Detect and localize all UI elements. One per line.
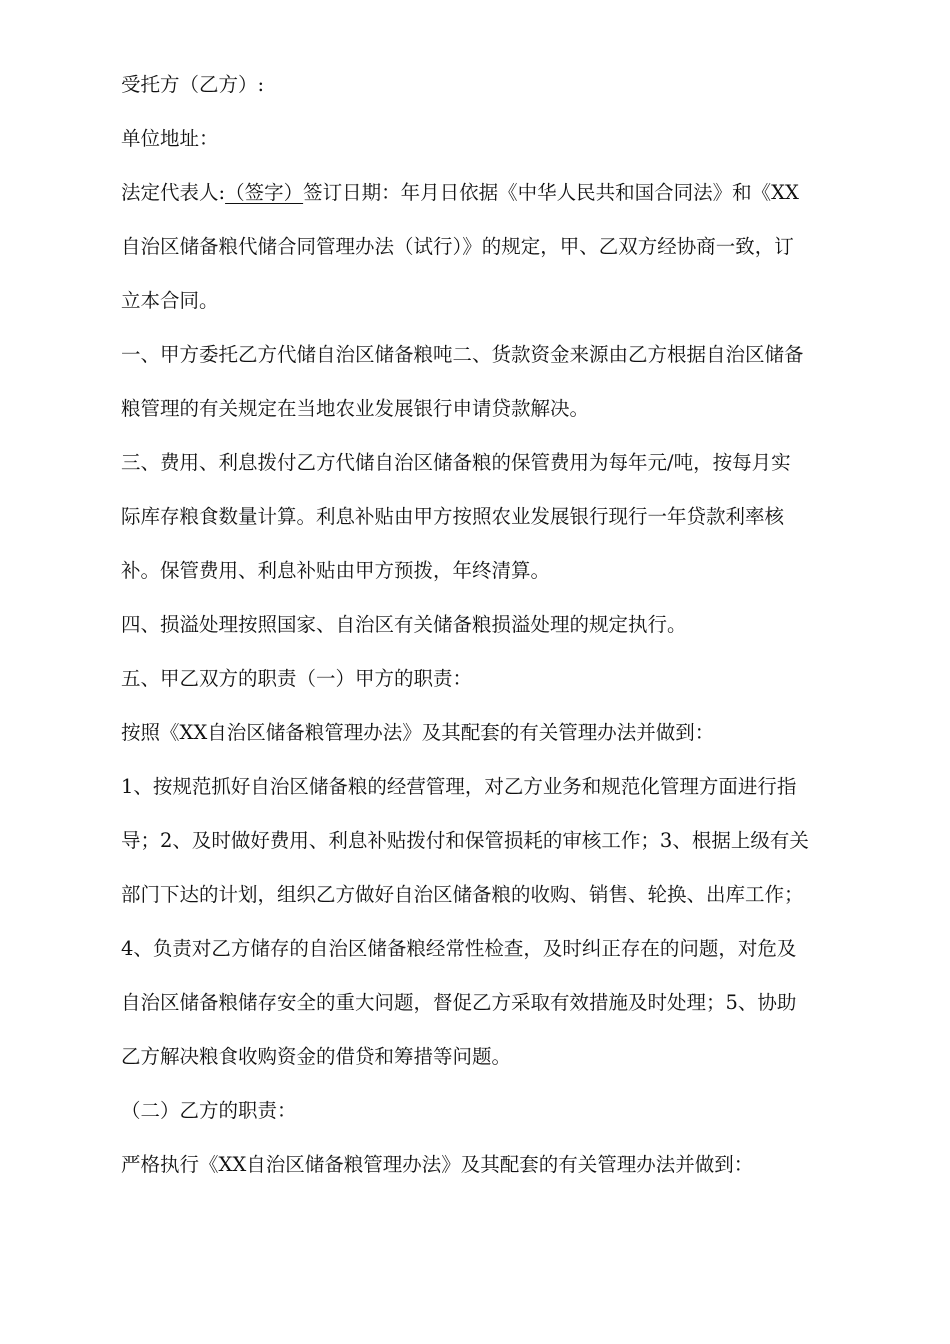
body-line: 自治区储备粮代储合同管理办法（试行）》的规定，甲、乙双方经协商一致，订 — [121, 235, 794, 258]
party-b-label: 受托方（乙方）: — [121, 73, 265, 96]
legal-rep-label: 法定代表人: — [121, 181, 226, 204]
party-a-duty-4: 4、负责对乙方储存的自治区储备粮经常性检查，及时纠正存在的问题，对危及 — [121, 937, 797, 960]
party-a-duty-1: 1、按规范抓好自治区储备粮的经营管理，对乙方业务和规范化管理方面进行指 — [121, 775, 797, 798]
body-line: 部门下达的计划，组织乙方做好自治区储备粮的收购、销售、轮换、出库工作； — [121, 883, 804, 906]
body-line: 导；2、及时做好费用、利息补贴拨付和保管损耗的审核工作；3、根据上级有关 — [121, 829, 809, 852]
body-line: 按照《XX自治区储备粮管理办法》及其配套的有关管理办法并做到： — [121, 721, 715, 744]
clause-4: 四、损溢处理按照国家、自治区有关储备粮损溢处理的规定执行。 — [121, 613, 687, 636]
body-line: 乙方解决粮食收购资金的借贷和筹措等问题。 — [121, 1045, 512, 1068]
body-line: 际库存粮食数量计算。利息补贴由甲方按照农业发展银行现行一年贷款利率核 — [121, 505, 785, 528]
clause-5-heading: 五、甲乙双方的职责（一）甲方的职责： — [121, 667, 473, 690]
legal-rep-line — [121, 179, 799, 207]
body-line: 粮管理的有关规定在当地农业发展银行申请贷款解决。 — [121, 397, 590, 420]
clause-3: 三、费用、利息拨付乙方代储自治区储备粮的保管费用为每年元/吨，按每月实 — [121, 451, 791, 474]
body-line: 自治区储备粮储存安全的重大问题，督促乙方采取有效措施及时处理；5、协助 — [121, 991, 797, 1014]
body-line: 立本合同。 — [121, 289, 219, 312]
address-label: 单位地址： — [121, 127, 219, 150]
clause-1-2: 一、甲方委托乙方代储自治区储备粮吨二、货款资金来源由乙方根据自治区储备 — [121, 343, 804, 366]
body-line: 补。保管费用、利息补贴由甲方预拨，年终清算。 — [121, 559, 551, 582]
party-b-duties-heading: （二）乙方的职责： — [121, 1099, 297, 1122]
body-line: 严格执行《XX自治区储备粮管理办法》及其配套的有关管理办法并做到： — [121, 1153, 754, 1176]
signature-blank: （签字） — [225, 181, 304, 204]
sign-date-text: 签订日期：年月日依据《中华人民共和国合同法》和《XX — [303, 181, 799, 204]
